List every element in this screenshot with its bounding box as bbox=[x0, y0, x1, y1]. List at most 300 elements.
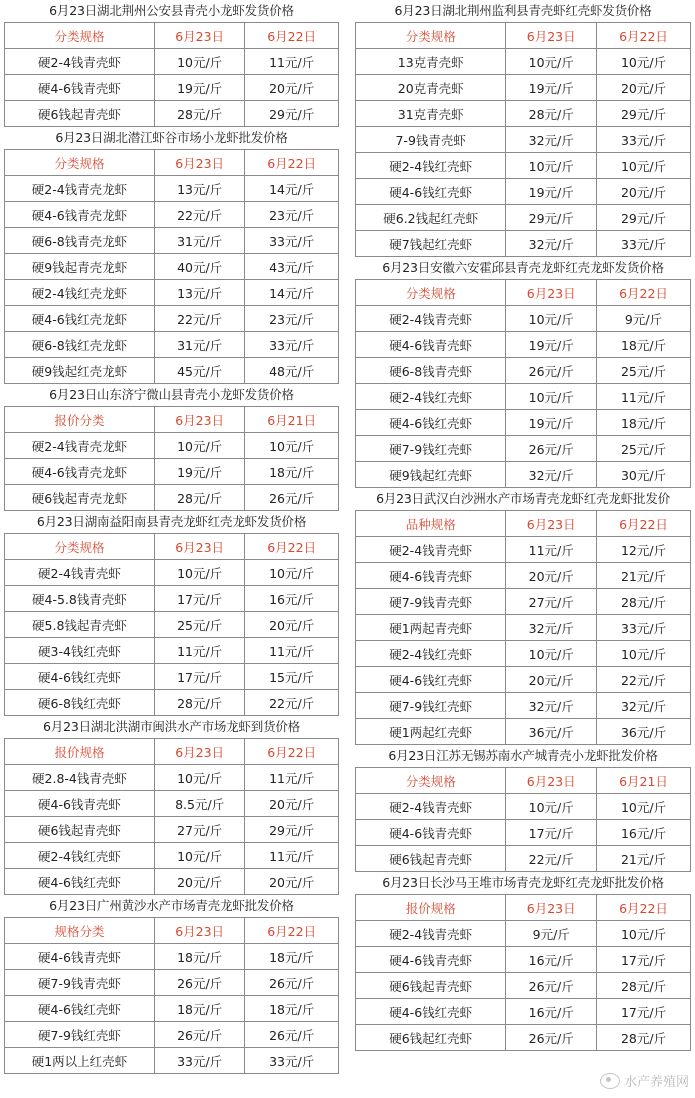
price-cell: 26元/斤 bbox=[154, 970, 244, 996]
table-header-row bbox=[356, 511, 691, 537]
header-cell: 报价规格 bbox=[5, 739, 155, 765]
price-table-block bbox=[4, 511, 339, 716]
table-row bbox=[356, 820, 691, 846]
table-row bbox=[5, 1048, 339, 1074]
price-cell: 26元/斤 bbox=[245, 970, 339, 996]
price-cell: 32元/斤 bbox=[506, 231, 597, 257]
table-row bbox=[5, 791, 339, 817]
price-cell: 10元/斤 bbox=[597, 153, 691, 179]
price-cell: 22元/斤 bbox=[597, 667, 691, 693]
table-row bbox=[356, 410, 691, 436]
spec-cell: 硬5.8钱起青壳虾 bbox=[5, 612, 155, 638]
price-cell: 22元/斤 bbox=[506, 846, 597, 872]
price-cell: 21元/斤 bbox=[597, 846, 691, 872]
price-table-block bbox=[355, 488, 691, 745]
spec-cell: 硬7-9钱红壳虾 bbox=[356, 693, 506, 719]
price-cell: 10元/斤 bbox=[506, 794, 597, 820]
spec-cell: 硬2-4钱红壳虾 bbox=[356, 641, 506, 667]
table-header-row bbox=[5, 150, 339, 176]
price-cell: 26元/斤 bbox=[506, 436, 597, 462]
price-table bbox=[355, 22, 691, 257]
price-cell: 10元/斤 bbox=[506, 306, 597, 332]
spec-cell: 硬9钱起红壳虾 bbox=[356, 462, 506, 488]
price-cell: 28元/斤 bbox=[506, 101, 597, 127]
header-cell: 报价分类 bbox=[5, 407, 155, 433]
header-cell: 分类规格 bbox=[5, 150, 155, 176]
header-cell: 6月22日 bbox=[245, 918, 339, 944]
header-cell: 6月22日 bbox=[245, 534, 339, 560]
price-cell: 43元/斤 bbox=[245, 254, 339, 280]
spec-cell: 硬2-4钱青壳虾 bbox=[5, 49, 155, 75]
spec-cell: 硬2-4钱青壳虾 bbox=[356, 306, 506, 332]
price-cell: 28元/斤 bbox=[597, 1025, 691, 1051]
price-cell: 15元/斤 bbox=[245, 664, 339, 690]
table-row bbox=[5, 332, 339, 358]
header-cell: 分类规格 bbox=[356, 768, 506, 794]
price-table-block bbox=[355, 872, 691, 1051]
table-row bbox=[5, 433, 339, 459]
left-column bbox=[4, 0, 339, 1074]
table-row bbox=[5, 843, 339, 869]
table-row bbox=[356, 921, 691, 947]
spec-cell: 硬2-4钱红壳虾 bbox=[356, 153, 506, 179]
table-row bbox=[356, 205, 691, 231]
price-cell: 11元/斤 bbox=[506, 537, 597, 563]
header-cell: 分类规格 bbox=[356, 23, 506, 49]
price-cell: 33元/斤 bbox=[154, 1048, 244, 1074]
table-row bbox=[356, 1025, 691, 1051]
price-table bbox=[4, 738, 339, 895]
header-cell: 6月21日 bbox=[597, 768, 691, 794]
spec-cell: 31克青壳虾 bbox=[356, 101, 506, 127]
table-row bbox=[5, 690, 339, 716]
price-table bbox=[355, 767, 691, 872]
table-title: 6月23日湖北潜江虾谷市场小龙虾批发价格 bbox=[55, 130, 288, 145]
price-cell: 16元/斤 bbox=[506, 947, 597, 973]
table-title: 6月23日广州黄沙水产市场青壳龙虾批发价格 bbox=[49, 898, 294, 913]
header-cell: 6月23日 bbox=[154, 739, 244, 765]
table-row bbox=[356, 589, 691, 615]
price-cell: 29元/斤 bbox=[597, 101, 691, 127]
price-cell: 16元/斤 bbox=[245, 586, 339, 612]
spec-cell: 硬4-6钱红壳虾 bbox=[5, 996, 155, 1022]
table-row bbox=[5, 765, 339, 791]
price-cell: 30元/斤 bbox=[597, 462, 691, 488]
table-row bbox=[356, 49, 691, 75]
price-cell: 28元/斤 bbox=[597, 973, 691, 999]
table-row bbox=[5, 612, 339, 638]
wechat-icon bbox=[600, 1073, 620, 1089]
price-cell: 10元/斤 bbox=[597, 641, 691, 667]
table-row bbox=[5, 459, 339, 485]
table-header-row bbox=[5, 407, 339, 433]
watermark-text: 水产养殖网 bbox=[623, 1075, 689, 1090]
price-cell: 29元/斤 bbox=[506, 205, 597, 231]
header-cell: 6月22日 bbox=[597, 895, 691, 921]
table-row bbox=[356, 563, 691, 589]
table-row bbox=[356, 127, 691, 153]
spec-cell: 硬2-4钱青壳龙虾 bbox=[5, 176, 155, 202]
table-title: 6月23日安徽六安霍邱县青壳龙虾红壳龙虾发货价格 bbox=[382, 260, 664, 275]
price-cell: 25元/斤 bbox=[597, 436, 691, 462]
spec-cell: 硬7-9钱红壳虾 bbox=[356, 436, 506, 462]
table-row bbox=[356, 693, 691, 719]
spec-cell: 硬4-6钱青壳虾 bbox=[356, 332, 506, 358]
table-row bbox=[356, 101, 691, 127]
price-cell: 23元/斤 bbox=[245, 306, 339, 332]
price-cell: 33元/斤 bbox=[245, 228, 339, 254]
price-cell: 18元/斤 bbox=[245, 459, 339, 485]
price-table bbox=[355, 894, 691, 1051]
table-row bbox=[356, 384, 691, 410]
price-table-block bbox=[355, 0, 691, 257]
price-cell: 19元/斤 bbox=[154, 459, 244, 485]
table-row bbox=[5, 176, 339, 202]
spec-cell: 硬6钱起青壳虾 bbox=[5, 817, 155, 843]
table-row bbox=[356, 75, 691, 101]
table-row bbox=[5, 306, 339, 332]
table-row bbox=[5, 358, 339, 384]
table-row bbox=[5, 485, 339, 511]
header-cell: 6月22日 bbox=[245, 739, 339, 765]
header-cell: 6月23日 bbox=[506, 768, 597, 794]
table-row bbox=[356, 231, 691, 257]
price-cell: 10元/斤 bbox=[245, 560, 339, 586]
price-cell: 11元/斤 bbox=[154, 638, 244, 664]
price-cell: 9元/斤 bbox=[597, 306, 691, 332]
price-cell: 18元/斤 bbox=[245, 996, 339, 1022]
price-cell: 18元/斤 bbox=[154, 996, 244, 1022]
watermark bbox=[600, 1071, 689, 1090]
price-cell: 19元/斤 bbox=[506, 179, 597, 205]
price-cell: 26元/斤 bbox=[506, 358, 597, 384]
spec-cell: 硬4-6钱红壳虾 bbox=[5, 664, 155, 690]
price-cell: 17元/斤 bbox=[506, 820, 597, 846]
header-cell: 品种规格 bbox=[356, 511, 506, 537]
table-header-row bbox=[356, 280, 691, 306]
table-row bbox=[5, 970, 339, 996]
spec-cell: 硬2.8-4钱青壳虾 bbox=[5, 765, 155, 791]
price-cell: 10元/斤 bbox=[597, 794, 691, 820]
price-table bbox=[4, 22, 339, 127]
table-title: 6月23日山东济宁微山县青壳小龙虾发货价格 bbox=[49, 387, 294, 402]
table-header-row bbox=[5, 918, 339, 944]
price-cell: 28元/斤 bbox=[154, 485, 244, 511]
spec-cell: 硬6钱起青壳虾 bbox=[356, 846, 506, 872]
price-cell: 17元/斤 bbox=[597, 999, 691, 1025]
spec-cell: 硬4-6钱青壳虾 bbox=[356, 563, 506, 589]
price-cell: 28元/斤 bbox=[154, 101, 244, 127]
spec-cell: 硬4-6钱青壳虾 bbox=[5, 75, 155, 101]
price-cell: 10元/斤 bbox=[245, 433, 339, 459]
table-row bbox=[5, 1022, 339, 1048]
header-cell: 分类规格 bbox=[5, 23, 155, 49]
table-row bbox=[5, 202, 339, 228]
spec-cell: 硬4-6钱红壳虾 bbox=[356, 999, 506, 1025]
header-cell: 6月21日 bbox=[245, 407, 339, 433]
spec-cell: 硬4-6钱青壳虾 bbox=[5, 791, 155, 817]
price-cell: 28元/斤 bbox=[154, 690, 244, 716]
table-row bbox=[5, 944, 339, 970]
header-cell: 报价规格 bbox=[356, 895, 506, 921]
table-header-row bbox=[5, 23, 339, 49]
price-cell: 11元/斤 bbox=[245, 49, 339, 75]
spec-cell: 7-9钱青壳虾 bbox=[356, 127, 506, 153]
spec-cell: 硬2-4钱红壳虾 bbox=[356, 384, 506, 410]
price-cell: 19元/斤 bbox=[506, 332, 597, 358]
header-cell: 6月23日 bbox=[506, 511, 597, 537]
table-title: 6月23日湖北荆州监利县青壳虾红壳虾发货价格 bbox=[394, 3, 652, 18]
header-cell: 6月23日 bbox=[506, 895, 597, 921]
price-cell: 20元/斤 bbox=[154, 869, 244, 895]
header-cell: 分类规格 bbox=[356, 280, 506, 306]
table-row bbox=[356, 306, 691, 332]
price-cell: 31元/斤 bbox=[154, 332, 244, 358]
price-cell: 33元/斤 bbox=[245, 332, 339, 358]
price-cell: 11元/斤 bbox=[245, 638, 339, 664]
price-cell: 33元/斤 bbox=[245, 1048, 339, 1074]
header-cell: 6月23日 bbox=[154, 534, 244, 560]
spec-cell: 硬6-8钱青壳龙虾 bbox=[5, 228, 155, 254]
price-cell: 19元/斤 bbox=[154, 75, 244, 101]
price-cell: 26元/斤 bbox=[506, 973, 597, 999]
price-cell: 13元/斤 bbox=[154, 176, 244, 202]
price-cell: 10元/斤 bbox=[506, 153, 597, 179]
price-cell: 17元/斤 bbox=[597, 947, 691, 973]
table-row bbox=[356, 667, 691, 693]
price-cell: 11元/斤 bbox=[597, 384, 691, 410]
spec-cell: 硬4-5.8钱青壳虾 bbox=[5, 586, 155, 612]
price-cell: 10元/斤 bbox=[506, 49, 597, 75]
table-row bbox=[5, 817, 339, 843]
right-column bbox=[355, 0, 691, 1051]
spec-cell: 硬7-9钱红壳虾 bbox=[5, 1022, 155, 1048]
price-cell: 32元/斤 bbox=[597, 693, 691, 719]
table-row bbox=[356, 641, 691, 667]
price-cell: 23元/斤 bbox=[245, 202, 339, 228]
price-table bbox=[4, 533, 339, 716]
header-cell: 6月22日 bbox=[597, 280, 691, 306]
price-cell: 10元/斤 bbox=[154, 843, 244, 869]
spec-cell: 硬4-6钱红壳龙虾 bbox=[5, 306, 155, 332]
price-cell: 32元/斤 bbox=[506, 127, 597, 153]
table-row bbox=[356, 846, 691, 872]
price-cell: 48元/斤 bbox=[245, 358, 339, 384]
spec-cell: 硬7-9钱青壳虾 bbox=[5, 970, 155, 996]
header-cell: 6月22日 bbox=[245, 150, 339, 176]
table-row bbox=[5, 996, 339, 1022]
price-cell: 26元/斤 bbox=[506, 1025, 597, 1051]
price-cell: 20元/斤 bbox=[506, 563, 597, 589]
price-table bbox=[355, 279, 691, 488]
table-title: 6月23日武汉白沙洲水产市场青壳龙虾红壳龙虾批发价 bbox=[376, 491, 670, 506]
table-row bbox=[5, 560, 339, 586]
spec-cell: 硬4-6钱红壳虾 bbox=[356, 667, 506, 693]
price-table-block bbox=[4, 127, 339, 384]
table-header-row bbox=[5, 534, 339, 560]
price-cell: 18元/斤 bbox=[597, 332, 691, 358]
price-cell: 12元/斤 bbox=[597, 537, 691, 563]
spec-cell: 硬1两起红壳虾 bbox=[356, 719, 506, 745]
price-cell: 29元/斤 bbox=[245, 817, 339, 843]
price-cell: 32元/斤 bbox=[506, 462, 597, 488]
price-cell: 22元/斤 bbox=[245, 690, 339, 716]
price-cell: 31元/斤 bbox=[154, 228, 244, 254]
spec-cell: 硬7-9钱青壳虾 bbox=[356, 589, 506, 615]
table-row bbox=[5, 228, 339, 254]
price-cell: 33元/斤 bbox=[597, 231, 691, 257]
table-row bbox=[5, 101, 339, 127]
table-row bbox=[5, 280, 339, 306]
price-cell: 10元/斤 bbox=[154, 433, 244, 459]
price-cell: 20元/斤 bbox=[245, 612, 339, 638]
price-cell: 33元/斤 bbox=[597, 615, 691, 641]
table-row bbox=[356, 947, 691, 973]
price-table-block bbox=[4, 895, 339, 1074]
table-row bbox=[356, 358, 691, 384]
table-row bbox=[356, 462, 691, 488]
header-cell: 6月23日 bbox=[154, 407, 244, 433]
header-cell: 6月23日 bbox=[506, 23, 597, 49]
price-cell: 10元/斤 bbox=[154, 560, 244, 586]
table-row bbox=[356, 999, 691, 1025]
spec-cell: 硬6钱起青壳龙虾 bbox=[5, 485, 155, 511]
table-header-row bbox=[356, 768, 691, 794]
spec-cell: 硬4-6钱红壳虾 bbox=[5, 869, 155, 895]
price-cell: 20元/斤 bbox=[245, 75, 339, 101]
price-cell: 17元/斤 bbox=[154, 664, 244, 690]
header-cell: 6月22日 bbox=[597, 511, 691, 537]
spec-cell: 硬4-6钱红壳虾 bbox=[356, 179, 506, 205]
spec-cell: 硬4-6钱红壳虾 bbox=[356, 410, 506, 436]
spec-cell: 硬6.2钱起红壳虾 bbox=[356, 205, 506, 231]
price-cell: 28元/斤 bbox=[597, 589, 691, 615]
spec-cell: 硬6-8钱红壳龙虾 bbox=[5, 332, 155, 358]
price-cell: 26元/斤 bbox=[245, 485, 339, 511]
price-cell: 26元/斤 bbox=[154, 1022, 244, 1048]
price-cell: 10元/斤 bbox=[506, 384, 597, 410]
spec-cell: 硬2-4钱红壳龙虾 bbox=[5, 280, 155, 306]
price-cell: 18元/斤 bbox=[245, 944, 339, 970]
table-header-row bbox=[356, 895, 691, 921]
price-cell: 29元/斤 bbox=[245, 101, 339, 127]
price-cell: 25元/斤 bbox=[154, 612, 244, 638]
price-cell: 33元/斤 bbox=[597, 127, 691, 153]
price-cell: 20元/斤 bbox=[245, 869, 339, 895]
price-cell: 20元/斤 bbox=[597, 75, 691, 101]
table-row bbox=[356, 973, 691, 999]
price-cell: 18元/斤 bbox=[597, 410, 691, 436]
price-cell: 10元/斤 bbox=[597, 49, 691, 75]
spec-cell: 20克青壳虾 bbox=[356, 75, 506, 101]
header-cell: 分类规格 bbox=[5, 534, 155, 560]
table-row bbox=[356, 719, 691, 745]
spec-cell: 硬3-4钱红壳虾 bbox=[5, 638, 155, 664]
spec-cell: 硬6钱起青壳虾 bbox=[5, 101, 155, 127]
spec-cell: 硬2-4钱红壳虾 bbox=[5, 843, 155, 869]
table-title: 6月23日湖北荆州公安县青壳小龙虾发货价格 bbox=[49, 3, 294, 18]
table-row bbox=[5, 49, 339, 75]
spec-cell: 硬6-8钱青壳虾 bbox=[356, 358, 506, 384]
table-row bbox=[356, 436, 691, 462]
table-title: 6月23日湖南益阳南县青壳龙虾红壳龙虾发货价格 bbox=[36, 514, 307, 529]
price-cell: 26元/斤 bbox=[245, 1022, 339, 1048]
spec-cell: 硬2-4钱青壳虾 bbox=[356, 794, 506, 820]
header-cell: 6月22日 bbox=[597, 23, 691, 49]
spec-cell: 硬4-6钱青壳龙虾 bbox=[5, 202, 155, 228]
price-cell: 21元/斤 bbox=[597, 563, 691, 589]
spec-cell: 硬4-6钱青壳虾 bbox=[356, 947, 506, 973]
price-cell: 36元/斤 bbox=[597, 719, 691, 745]
price-table-block bbox=[4, 384, 339, 511]
price-cell: 13元/斤 bbox=[154, 280, 244, 306]
price-cell: 45元/斤 bbox=[154, 358, 244, 384]
price-cell: 17元/斤 bbox=[154, 586, 244, 612]
price-cell: 32元/斤 bbox=[506, 615, 597, 641]
spec-cell: 硬1两以上红壳虾 bbox=[5, 1048, 155, 1074]
price-cell: 27元/斤 bbox=[154, 817, 244, 843]
price-table bbox=[4, 917, 339, 1074]
price-cell: 9元/斤 bbox=[506, 921, 597, 947]
table-title: 6月23日江苏无锡苏南水产城青壳小龙虾批发价格 bbox=[388, 748, 658, 763]
spec-cell: 硬2-4钱青壳虾 bbox=[356, 921, 506, 947]
price-table bbox=[4, 406, 339, 511]
price-table bbox=[355, 510, 691, 745]
table-row bbox=[5, 664, 339, 690]
price-table-block bbox=[4, 716, 339, 895]
price-cell: 10元/斤 bbox=[597, 921, 691, 947]
table-row bbox=[356, 537, 691, 563]
table-row bbox=[356, 153, 691, 179]
price-cell: 11元/斤 bbox=[245, 765, 339, 791]
table-title: 6月23日长沙马王堆市场青壳龙虾红壳龙虾批发价格 bbox=[382, 875, 664, 890]
price-cell: 16元/斤 bbox=[597, 820, 691, 846]
header-cell: 6月23日 bbox=[506, 280, 597, 306]
spec-cell: 硬9钱起红壳龙虾 bbox=[5, 358, 155, 384]
price-cell: 29元/斤 bbox=[597, 205, 691, 231]
price-cell: 36元/斤 bbox=[506, 719, 597, 745]
spec-cell: 硬2-4钱青壳虾 bbox=[356, 537, 506, 563]
price-cell: 27元/斤 bbox=[506, 589, 597, 615]
price-cell: 14元/斤 bbox=[245, 280, 339, 306]
price-table bbox=[4, 149, 339, 384]
spec-cell: 硬6钱起红壳虾 bbox=[356, 1025, 506, 1051]
price-cell: 11元/斤 bbox=[245, 843, 339, 869]
price-cell: 32元/斤 bbox=[506, 693, 597, 719]
table-title: 6月23日湖北洪湖市闽洪水产市场龙虾到货价格 bbox=[43, 719, 300, 734]
header-cell: 6月23日 bbox=[154, 150, 244, 176]
price-cell: 20元/斤 bbox=[597, 179, 691, 205]
price-table-block bbox=[355, 257, 691, 488]
price-cell: 40元/斤 bbox=[154, 254, 244, 280]
spec-cell: 13克青壳虾 bbox=[356, 49, 506, 75]
header-cell: 6月23日 bbox=[154, 23, 244, 49]
spec-cell: 硬1两起青壳虾 bbox=[356, 615, 506, 641]
price-cell: 20元/斤 bbox=[506, 667, 597, 693]
table-row bbox=[356, 615, 691, 641]
spec-cell: 硬9钱起青壳龙虾 bbox=[5, 254, 155, 280]
spec-cell: 硬6-8钱红壳虾 bbox=[5, 690, 155, 716]
price-cell: 14元/斤 bbox=[245, 176, 339, 202]
price-cell: 8.5元/斤 bbox=[154, 791, 244, 817]
price-cell: 22元/斤 bbox=[154, 202, 244, 228]
table-row bbox=[356, 332, 691, 358]
table-row bbox=[356, 794, 691, 820]
price-table-block bbox=[4, 0, 339, 127]
table-row bbox=[5, 586, 339, 612]
spec-cell: 硬4-6钱青壳虾 bbox=[356, 820, 506, 846]
header-cell: 6月23日 bbox=[154, 918, 244, 944]
